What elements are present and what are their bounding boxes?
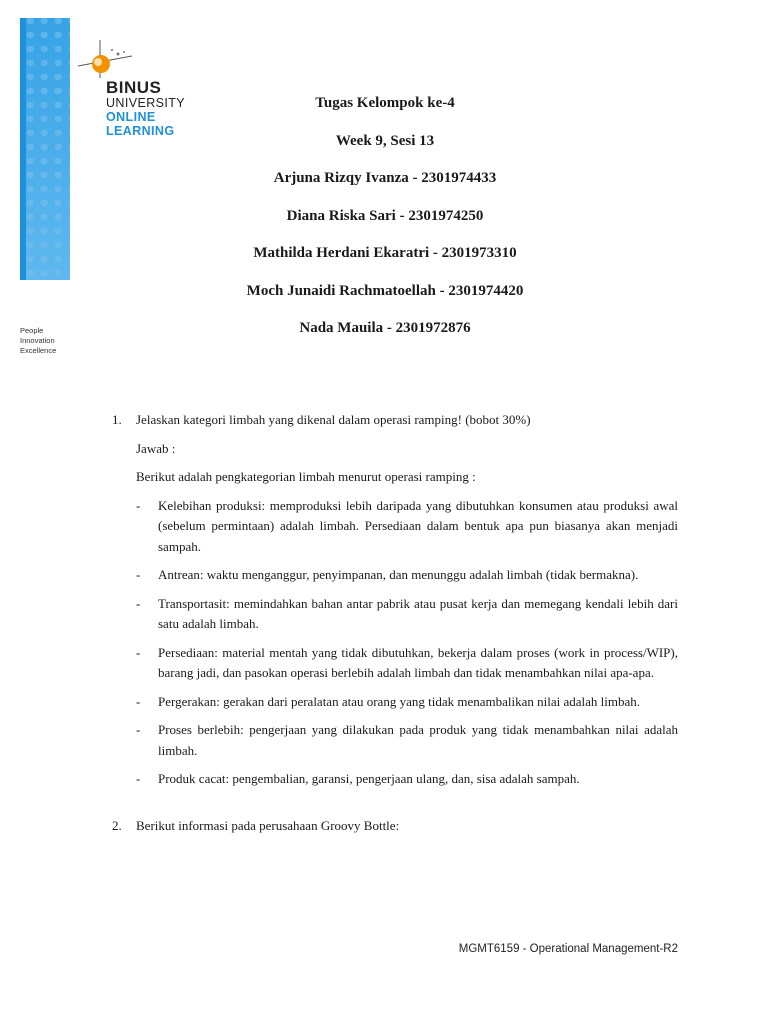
logo-text-binus: BINUS [106, 78, 162, 97]
tagline-line: Excellence [20, 346, 57, 355]
tagline [20, 326, 56, 356]
list-item-text: Persediaan: material mentah yang tidak dibutuhkan, bekerja dalam proses (work in process/WIP), barang jadi, dan pasokan operasi berlebih adalah limbah dan tidak menambahkan nilai apa-apa. [158, 644, 678, 680]
question-1 [112, 410, 678, 431]
question-text: Berikut informasi pada perusahaan Groovy Bottle: [136, 817, 400, 833]
assignment-title: Tugas Kelompok ke-4 [315, 95, 455, 111]
bullet-dash-icon: - [136, 644, 141, 660]
question-text: Jelaskan kategori limbah yang dikenal dalam operasi ramping! (bobot 30%) [136, 412, 531, 427]
member-name: Diana Riska Sari - 2301974250 [286, 207, 484, 224]
answer-label: Jawab : [136, 440, 176, 456]
binus-logo-mark-icon [74, 38, 134, 82]
question-number: 1. [112, 412, 122, 427]
question-2 [112, 816, 678, 837]
list-item-text: Transportasit: memindahkan bahan antar pabrik atau pusat kerja dan memegang kendali lebih dari satu adalah limbah. [158, 595, 678, 631]
document-body [112, 410, 678, 836]
bullet-dash-icon: - [136, 595, 141, 611]
member-name: Moch Junaidi Rachmatoellah - 2301974420 [246, 282, 524, 299]
list-item-text: Produk cacat: pengembalian, garansi, pengerjaan ulang, dan, sisa adalah sampah. [158, 771, 580, 786]
list-item [136, 643, 678, 684]
bullet-dash-icon: - [136, 771, 141, 786]
question-number: 2. [112, 817, 122, 833]
list-item-text: Antrean: waktu menganggur, penyimpanan, dan menunggu adalah limbah (tidak bermakna). [158, 567, 639, 582]
list-item [136, 692, 678, 713]
tagline-line: People [20, 326, 44, 335]
member-name: Arjuna Rizqy Ivanza - 2301974433 [273, 170, 497, 186]
waste-category-list [136, 496, 678, 790]
member-name: Mathilda Herdani Ekaratri - 2301973310 [253, 245, 517, 261]
list-item [136, 594, 678, 635]
logo-text-university: UNIVERSITY [106, 96, 186, 110]
bullet-dash-icon: - [136, 693, 141, 709]
page-footer: MGMT6159 - Operational Management-R2 [458, 943, 678, 955]
bullet-dash-icon: - [136, 497, 141, 513]
bullet-dash-icon: - [136, 722, 141, 737]
sidebar-pattern [26, 18, 70, 280]
list-item [136, 720, 678, 761]
week-session: Week 9, Sesi 13 [335, 132, 435, 149]
logo-text-learning: LEARNING [106, 124, 175, 138]
member-name: Nada Mauila - 2301972876 [299, 320, 471, 336]
bullet-dash-icon: - [136, 567, 141, 582]
tagline-line: Innovation [20, 336, 55, 345]
list-item [136, 565, 678, 586]
list-item-text: Kelebihan produksi: memproduksi lebih daripada yang dibutuhkan konsumen atau produksi awal (sebelum permintaan) adalah limbah. Persediaan dalam bentuk apa pun biasanya akan menjadi sampah. [158, 497, 678, 554]
list-item [136, 496, 678, 558]
list-item-text: Pergerakan: gerakan dari peralatan atau orang yang tidak menambalikan nilai adalah limbah. [158, 693, 641, 709]
list-item [136, 769, 678, 790]
list-item-text: Proses berlebih: pengerjaan yang dilakukan pada produk yang tidak menambahkan nilai adalah limbah. [158, 722, 678, 758]
answer-intro: Berikut adalah pengkategorian limbah menurut operasi ramping : [136, 469, 476, 484]
title-block [150, 93, 620, 356]
logo-text-online: ONLINE [106, 110, 156, 124]
